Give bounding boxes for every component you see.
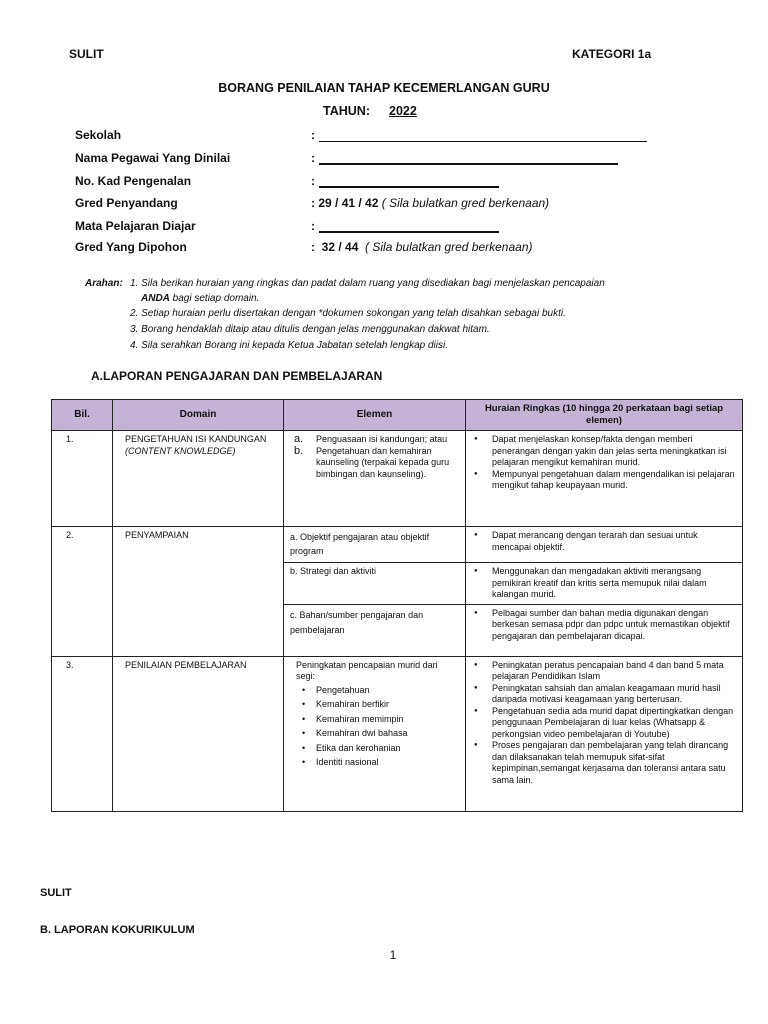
huraian-item: ● Peningkatan peratus pencapaian band 4 dan band 5 mata pelajaran Pendidikan Islam xyxy=(492,660,738,683)
domain-text: PENGETAHUAN ISI KANDUNGAN xyxy=(125,434,267,444)
gred-penyandang-options[interactable]: 29 / 41 / 42 xyxy=(318,196,379,210)
arahan-item-3: 3. Borang hendaklah ditaip atau ditulis dengan jelas menggunakan dakwat hitam. xyxy=(130,324,490,335)
gred-note: ( Sila bulatkan gred berkenaan) xyxy=(381,196,550,210)
col-header-bil: Bil. xyxy=(52,400,113,431)
list-item: • Kemahiran memimpin xyxy=(316,712,461,727)
col-header-elemen: Elemen xyxy=(284,400,466,431)
list-item: • Kemahiran berfikir xyxy=(316,697,461,712)
row-bil: 2. xyxy=(52,527,113,657)
arahan-item-1-cont xyxy=(141,293,259,304)
field-label-gred-penyandang: Gred Penyandang xyxy=(75,196,178,210)
row-domain: PENYAMPAIAN xyxy=(113,527,284,657)
field-label-gred-dipohon: Gred Yang Dipohon xyxy=(75,240,187,254)
field-colon: : xyxy=(311,219,315,233)
list-item: • Kemahiran dwi bahasa xyxy=(316,726,461,741)
sekolah-input-line[interactable] xyxy=(319,141,647,142)
page-number: 1 xyxy=(389,948,397,962)
category-label: KATEGORI 1a xyxy=(572,47,652,61)
elemen-text: Penguasaan isi kandungan; atau xyxy=(316,434,448,444)
kad-pengenalan-input-line[interactable] xyxy=(319,186,499,188)
elemen-item xyxy=(288,434,461,446)
elemen-intro: Peningkatan pencapaian murid dari segi: xyxy=(296,659,438,681)
arahan-item-1: 1. Sila berikan huraian yang ringkas dan padat dalam ruang yang disediakan bagi menjelaskan pencapaian xyxy=(130,278,605,289)
huraian-item: ● Dapat merancang dengan terarah dan sesuai untuk mencapai objektif. xyxy=(492,530,738,553)
row-domain xyxy=(113,431,284,527)
section-b-heading: B. LAPORAN KOKURIKULUM xyxy=(40,924,195,936)
gred-dipohon-options[interactable]: 32 / 44 xyxy=(321,240,359,254)
row-elemen xyxy=(284,656,466,811)
gred-penyandang-value xyxy=(311,196,549,210)
gred-dipohon-value xyxy=(311,240,532,254)
row-huraian[interactable] xyxy=(466,431,743,527)
row-huraian[interactable] xyxy=(466,604,743,656)
arahan-item-2: 2. Setiap huraian perlu disertakan dengan *dokumen sokongan yang telah disahkan sebagai bukti. xyxy=(130,308,566,319)
row-domain: PENILAIAN PEMBELAJARAN xyxy=(113,656,284,811)
footer-classification: SULIT xyxy=(40,887,72,899)
huraian-item: ● Proses pengajaran dan pembelajaran yang telah dirancang dan dilaksanakan telah memupuk sifat-sifat kepimpinan,semangat kerjasama dan toleransi antara satu sama lain. xyxy=(492,740,738,786)
elemen-text: Pengetahuan dan kemahiran kaunseling (terpakai kepada guru bimbingan dan kaunseling). xyxy=(316,445,450,479)
field-colon: : xyxy=(311,240,315,254)
huraian-item: ● Pengetahuan sedia ada murid dapat dipertingkatkan dengan penggunaan Pembelajaran di luar kelas (Whatsapp & perkongsian video pembelajaran di Youtube) xyxy=(492,706,738,741)
elemen-list xyxy=(296,683,461,770)
section-a-heading: A.LAPORAN PENGAJARAN DAN PEMBELAJARAN xyxy=(91,369,383,383)
classification-left: SULIT xyxy=(69,47,104,61)
row-huraian[interactable] xyxy=(466,563,743,605)
year-value: 2022 xyxy=(389,104,417,118)
gred-note: ( Sila bulatkan gred berkenaan) xyxy=(365,240,533,254)
row-elemen: b. Strategi dan aktiviti xyxy=(284,563,466,605)
col-header-huraian: Huraian Ringkas (10 hingga 20 perkataan bagi setiap elemen) xyxy=(466,400,743,431)
year-label: TAHUN: xyxy=(323,104,370,118)
anda-emphasis: ANDA xyxy=(141,293,170,304)
mata-pelajaran-input-line[interactable] xyxy=(319,231,499,233)
table-header-row xyxy=(52,400,743,431)
arahan-item-4: 4. Sila serahkan Borang ini kepada Ketua Jabatan setelah lengkap diisi. xyxy=(130,340,448,351)
huraian-item: ● Mempunyai pengetahuan dalam mengendalikan isi pelajaran mengikut tahap keupayaan murid. xyxy=(492,469,738,492)
huraian-item: ● Peningkatan sahsiah dan amalan keagamaan murid hasil daripada motivasi keagamaan yang berterusan. xyxy=(492,683,738,706)
list-item: • Identiti nasional xyxy=(316,755,461,770)
list-item: • Etika dan kerohanian xyxy=(316,741,461,756)
huraian-item: ● Menggunakan dan mengadakan aktiviti merangsang pemikiran kreatif dan kritis serta memupuk nilai dalam kalangan murid. xyxy=(492,566,738,601)
row-elemen: c. Bahan/sumber pengajaran dan pembelajaran xyxy=(284,604,466,656)
table-row xyxy=(52,527,743,563)
field-colon: : xyxy=(311,196,315,210)
arahan-label: Arahan: xyxy=(85,278,123,289)
elemen-item xyxy=(288,446,461,481)
field-colon: : xyxy=(311,128,315,142)
domain-text-english: (CONTENT KNOWLEDGE) xyxy=(125,445,236,456)
arahan-item-1-rest: bagi setiap domain. xyxy=(172,293,260,304)
row-huraian[interactable] xyxy=(466,656,743,811)
elemen-letter: a. xyxy=(294,433,304,445)
col-header-domain: Domain xyxy=(113,400,284,431)
table-row xyxy=(52,656,743,811)
elemen-letter: b. xyxy=(294,444,304,457)
row-elemen xyxy=(284,431,466,527)
huraian-item: ● Dapat menjelaskan konsep/fakta dengan memberi penerangan dengan yakin dan jelas serta meningkatkan isi pelajaran mengikut kemahiran murid. xyxy=(492,434,738,469)
row-bil: 3. xyxy=(52,656,113,811)
table-row xyxy=(52,431,743,527)
row-elemen: a. Objektif pengajaran atau objektif program xyxy=(284,527,466,563)
list-item: • Pengetahuan xyxy=(316,683,461,698)
field-label-nama-pegawai: Nama Pegawai Yang Dinilai xyxy=(75,151,231,165)
evaluation-table xyxy=(51,399,743,812)
field-colon: : xyxy=(311,151,315,165)
nama-pegawai-input-line[interactable] xyxy=(319,163,618,165)
field-label-mata-pelajaran: Mata Pelajaran Diajar xyxy=(75,219,196,233)
row-bil: 1. xyxy=(52,431,113,527)
row-huraian[interactable] xyxy=(466,527,743,563)
field-label-kad-pengenalan: No. Kad Pengenalan xyxy=(75,174,192,188)
form-title: BORANG PENILAIAN TAHAP KECEMERLANGAN GURU xyxy=(218,81,550,95)
field-colon: : xyxy=(311,174,315,188)
huraian-item: ● Pelbagai sumber dan bahan media digunakan dengan berkesan semasa pdpr dan pdpc untuk memastikan objektif pengajaran dan pembelajaran dicapai. xyxy=(492,608,738,643)
field-label-sekolah: Sekolah xyxy=(75,128,122,142)
